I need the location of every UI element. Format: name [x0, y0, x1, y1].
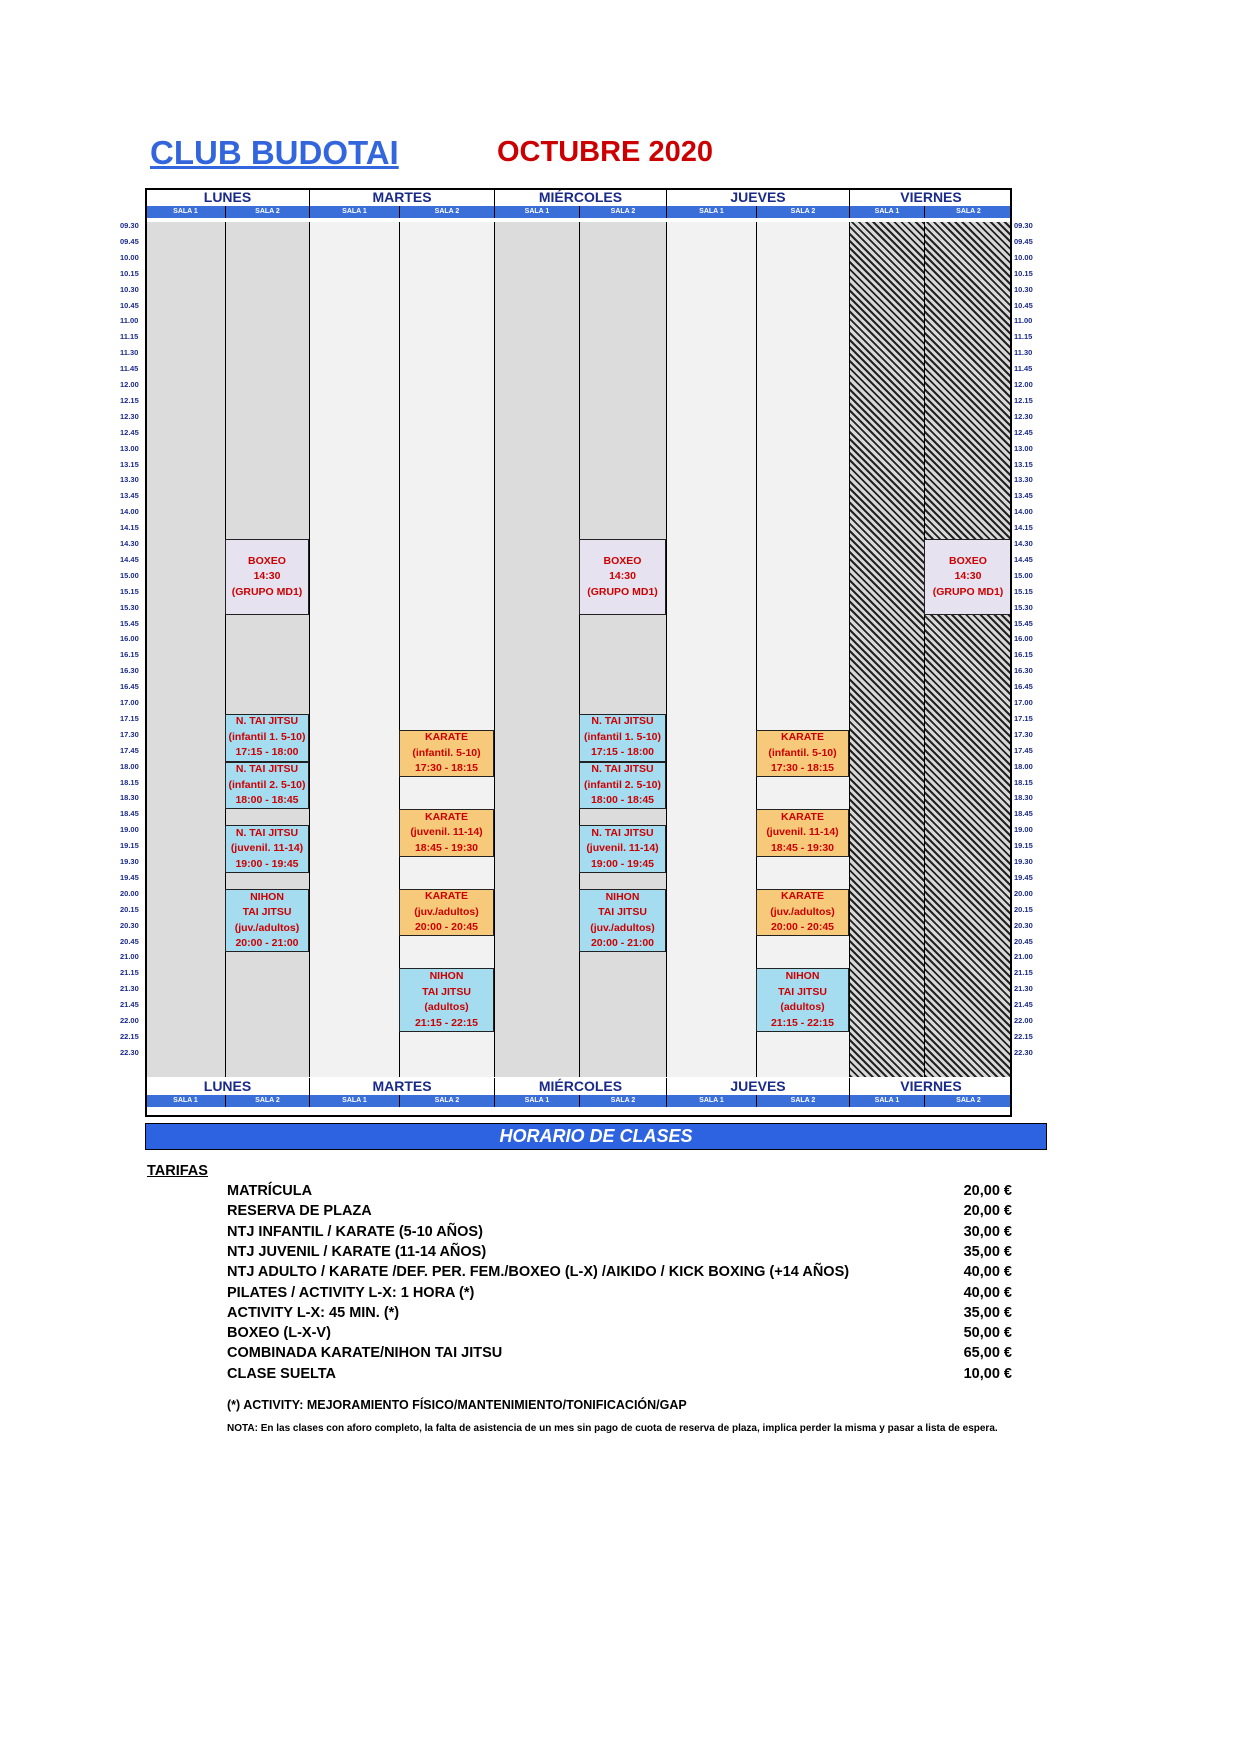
time-label-right: 18.00: [1014, 761, 1033, 771]
sala-header-row-top: [145, 206, 1012, 218]
fee-label: NTJ JUVENIL / KARATE (11-14 AÑOS): [227, 1243, 487, 1260]
time-label-right: 13.00: [1014, 443, 1033, 453]
class-line: (adultos): [780, 1001, 825, 1014]
kar-class-block: [756, 809, 849, 857]
time-label-right: 14.45: [1014, 554, 1033, 564]
fee-label: BOXEO (L-X-V): [227, 1325, 331, 1342]
time-label-left: 11.00: [120, 316, 139, 326]
day-header-4: VIERNES: [849, 189, 1012, 206]
time-label-left: 13.15: [120, 459, 139, 469]
sala-2-label: SALA 2: [756, 206, 849, 218]
class-line: 21:15 - 22:15: [770, 1016, 835, 1029]
time-label-right: 12.30: [1014, 411, 1033, 421]
kar-class-block: [399, 730, 494, 778]
time-label-right: 16.45: [1014, 682, 1033, 692]
time-label-right: 14.15: [1014, 523, 1033, 533]
time-label-left: 15.00: [120, 570, 139, 580]
time-label-right: 14.00: [1014, 507, 1033, 517]
sala-1-label: SALA 1: [666, 1095, 756, 1107]
fee-price: 30,00 €: [963, 1223, 1012, 1240]
time-label-right: 10.15: [1014, 268, 1033, 278]
time-label-right: 21.30: [1014, 984, 1033, 994]
day-1-sala-2-column: [399, 222, 494, 1077]
time-label-left: 18.00: [120, 761, 139, 771]
fee-row: [227, 1203, 1012, 1223]
time-label-left: 14.15: [120, 523, 139, 533]
class-line: (juv./adultos): [590, 921, 655, 934]
class-line: BOXEO: [603, 554, 642, 567]
sala-1-label: SALA 1: [666, 206, 756, 218]
fee-label: ACTIVITY L-X: 45 MIN. (*): [227, 1304, 400, 1321]
time-label-right: 22.30: [1014, 1047, 1033, 1057]
time-label-right: 10.00: [1014, 252, 1033, 262]
time-label-left: 20.00: [120, 888, 139, 898]
ntj-class-block: [579, 762, 666, 810]
ntj-class-block: [579, 825, 666, 873]
class-line: 18:45 - 19:30: [414, 841, 479, 854]
sala-1-label: SALA 1: [494, 1095, 579, 1107]
fee-label: NTJ INFANTIL / KARATE (5-10 AÑOS): [227, 1223, 483, 1240]
class-line: 18:45 - 19:30: [770, 841, 835, 854]
class-line: TAI JITSU: [598, 906, 647, 919]
time-label-left: 09.45: [120, 236, 139, 246]
fee-price: 20,00 €: [963, 1203, 1012, 1220]
sala-2-label: SALA 2: [399, 206, 494, 218]
day-3-sala-1-column: [666, 222, 756, 1077]
time-label-left: 21.45: [120, 1000, 139, 1010]
time-label-left: 21.00: [120, 952, 139, 962]
time-label-left: 21.30: [120, 984, 139, 994]
fee-row: [227, 1325, 1012, 1345]
day-1-sala-1-column: [309, 222, 399, 1077]
time-label-left: 16.30: [120, 666, 139, 676]
class-line: 20:00 - 21:00: [235, 937, 299, 950]
fee-price: 40,00 €: [963, 1284, 1012, 1301]
time-label-left: 10.30: [120, 284, 139, 294]
class-line: 17:30 - 18:15: [414, 762, 479, 775]
class-line: (infantil 2. 5-10): [228, 778, 306, 791]
sala-1-label: SALA 1: [849, 206, 924, 218]
schedule-title-bar: HORARIO DE CLASES: [145, 1123, 1047, 1150]
sala-2-label: SALA 2: [579, 1095, 666, 1107]
time-label-right: 20.45: [1014, 936, 1033, 946]
fee-price: 35,00 €: [963, 1304, 1012, 1321]
time-label-left: 14.45: [120, 554, 139, 564]
class-line: 20:00 - 20:45: [770, 921, 835, 934]
class-line: KARATE: [781, 731, 824, 744]
sala-1-label: SALA 1: [145, 206, 225, 218]
time-label-left: 14.30: [120, 539, 139, 548]
class-line: (juvenil. 11-14): [230, 842, 304, 855]
time-label-left: 17.15: [120, 713, 139, 723]
time-label-left: 11.45: [120, 364, 139, 374]
time-label-right: 15.30: [1014, 602, 1033, 612]
sala-header-row-bottom: [145, 1095, 1012, 1107]
day-header-3: JUEVES: [666, 1078, 849, 1095]
kar-class-block: [399, 889, 494, 937]
day-header-3: JUEVES: [666, 189, 849, 206]
class-line: (infantil. 5-10): [412, 746, 481, 759]
fee-row: [227, 1285, 1012, 1305]
time-label-left: 16.00: [120, 634, 139, 644]
time-label-left: 20.45: [120, 936, 139, 946]
time-label-right: 12.00: [1014, 380, 1033, 389]
time-label-right: 10.30: [1014, 284, 1033, 294]
class-line: (juvenil. 11-14): [410, 826, 483, 839]
time-label-left: 22.00: [120, 1016, 139, 1025]
day-header-4: VIERNES: [849, 1078, 1012, 1095]
time-label-left: 10.00: [120, 252, 139, 262]
tarifas-title: TARIFAS: [147, 1163, 208, 1179]
class-line: (juv./adultos): [234, 921, 300, 934]
time-label-right: 21.15: [1014, 968, 1033, 978]
time-label-right: 11.45: [1014, 364, 1033, 374]
class-line: 17:30 - 18:15: [770, 762, 835, 775]
class-line: TAI JITSU: [242, 906, 292, 919]
class-line: N. TAI JITSU: [235, 763, 299, 776]
ntj-class-block: [756, 968, 849, 1032]
fee-price: 35,00 €: [963, 1243, 1012, 1260]
time-label-right: 13.30: [1014, 475, 1033, 485]
time-label-left: 18.45: [120, 809, 139, 819]
class-line: BOXEO: [949, 554, 987, 567]
sala-2-label: SALA 2: [225, 1095, 309, 1107]
fee-label: RESERVA DE PLAZA: [227, 1203, 372, 1220]
class-line: (infantil 2. 5-10): [583, 778, 661, 791]
time-label-right: 17.45: [1014, 745, 1033, 755]
day-header-0: LUNES: [145, 189, 309, 206]
class-line: KARATE: [781, 810, 824, 823]
class-line: BOXEO: [248, 554, 286, 567]
class-line: NIHON: [429, 970, 464, 983]
time-label-left: 13.45: [120, 491, 139, 501]
class-line: KARATE: [425, 810, 468, 823]
time-label-left: 19.30: [120, 857, 139, 866]
time-label-left: 16.45: [120, 682, 139, 692]
class-line: 20:00 - 20:45: [414, 921, 479, 934]
time-label-right: 19.15: [1014, 841, 1033, 851]
sala-1-label: SALA 1: [494, 206, 579, 218]
class-line: KARATE: [425, 731, 468, 744]
time-label-right: 19.45: [1014, 872, 1033, 882]
class-line: 19:00 - 19:45: [590, 857, 655, 870]
class-line: N. TAI JITSU: [591, 763, 654, 776]
class-line: TAI JITSU: [422, 985, 471, 998]
time-label-right: 11.00: [1014, 316, 1033, 326]
time-label-right: 19.30: [1014, 857, 1033, 866]
class-line: (infantil. 5-10): [768, 746, 837, 759]
fee-row: [227, 1224, 1012, 1244]
class-line: 14:30: [253, 570, 281, 583]
time-label-left: 19.15: [120, 841, 139, 851]
kar-class-block: [756, 889, 849, 937]
time-label-left: 11.15: [120, 332, 139, 342]
fee-row: [227, 1345, 1012, 1365]
fee-label: CLASE SUELTA: [227, 1365, 337, 1382]
time-label-left: 19.00: [120, 825, 139, 835]
class-line: NIHON: [785, 970, 820, 983]
class-line: (GRUPO MD1): [932, 585, 1004, 598]
time-label-right: 15.00: [1014, 570, 1033, 580]
time-label-left: 17.30: [120, 729, 139, 739]
class-line: NIHON: [605, 890, 640, 903]
fee-row: [227, 1264, 1012, 1284]
class-line: 21:15 - 22:15: [414, 1016, 479, 1029]
time-label-left: 22.30: [120, 1047, 139, 1057]
time-label-right: 11.30: [1014, 348, 1033, 358]
sala-1-label: SALA 1: [849, 1095, 924, 1107]
kar-class-block: [399, 809, 494, 857]
day-header-1: MARTES: [309, 189, 494, 206]
day-header-row-top: [145, 189, 1012, 206]
fee-row: [227, 1244, 1012, 1264]
day-header-0: LUNES: [145, 1078, 309, 1095]
class-line: (juvenil. 11-14): [766, 826, 839, 839]
day-4-sala-1-column: [849, 222, 924, 1077]
club-title: CLUB BUDOTAI: [150, 134, 399, 171]
sala-1-label: SALA 1: [145, 1095, 225, 1107]
class-line: 14:30: [954, 570, 982, 583]
time-label-right: 16.30: [1014, 666, 1033, 676]
time-label-right: 21.00: [1014, 952, 1033, 962]
time-label-right: 20.15: [1014, 904, 1033, 914]
time-label-right: 15.15: [1014, 586, 1033, 596]
ntj-class-block: [225, 825, 309, 873]
day-0-sala-1-column: [145, 222, 225, 1077]
time-label-left: 13.00: [120, 443, 139, 453]
class-line: 19:00 - 19:45: [235, 857, 299, 870]
ntj-class-block: [579, 889, 666, 953]
boxeo-class-block: [225, 539, 309, 615]
class-line: (juvenil. 11-14): [586, 842, 659, 855]
time-label-right: 18.15: [1014, 777, 1033, 787]
fee-label: PILATES / ACTIVITY L-X: 1 HORA (*): [227, 1284, 475, 1301]
class-line: N. TAI JITSU: [235, 826, 299, 839]
time-label-right: 09.45: [1014, 236, 1033, 246]
ntj-class-block: [399, 968, 494, 1032]
class-line: 18:00 - 18:45: [590, 794, 655, 807]
fee-price: 10,00 €: [963, 1365, 1012, 1382]
class-line: 17:15 - 18:00: [235, 746, 299, 759]
class-line: 18:00 - 18:45: [235, 794, 299, 807]
ntj-class-block: [225, 762, 309, 810]
time-label-right: 10.45: [1014, 300, 1033, 310]
class-line: 20:00 - 21:00: [590, 937, 655, 950]
day-3-sala-2-column: [756, 222, 849, 1077]
fee-row: [227, 1366, 1012, 1386]
time-label-right: 18.45: [1014, 809, 1033, 819]
boxeo-class-block: [924, 539, 1012, 615]
time-label-right: 17.30: [1014, 729, 1033, 739]
class-line: N. TAI JITSU: [235, 715, 299, 728]
sala-2-label: SALA 2: [924, 206, 1012, 218]
class-line: N. TAI JITSU: [591, 715, 654, 728]
time-label-left: 11.30: [120, 348, 139, 358]
time-label-left: 18.15: [120, 777, 139, 787]
time-label-left: 12.00: [120, 380, 139, 389]
time-label-right: 11.15: [1014, 332, 1033, 342]
time-label-left: 20.30: [120, 920, 139, 930]
nota: NOTA: En las clases con aforo completo, la falta de asistencia de un mes sin pago de cuota de reserva de plaza, implica perder la misma y pasar a lista de espera.: [227, 1423, 998, 1434]
time-label-right: 22.15: [1014, 1031, 1033, 1041]
time-label-left: 13.30: [120, 475, 139, 485]
day-header-2: MIÉRCOLES: [494, 189, 666, 206]
sala-2-label: SALA 2: [579, 206, 666, 218]
time-label-left: 17.00: [120, 698, 139, 707]
sala-2-label: SALA 2: [225, 206, 309, 218]
time-label-right: 16.00: [1014, 634, 1033, 644]
time-label-left: 22.15: [120, 1031, 139, 1041]
time-label-left: 21.15: [120, 968, 139, 978]
class-line: (GRUPO MD1): [231, 585, 303, 598]
time-label-right: 17.00: [1014, 698, 1033, 707]
sala-2-label: SALA 2: [399, 1095, 494, 1107]
sala-1-label: SALA 1: [309, 1095, 399, 1107]
time-label-right: 12.15: [1014, 395, 1033, 405]
kar-class-block: [756, 730, 849, 778]
time-label-left: 12.30: [120, 411, 139, 421]
time-label-left: 19.45: [120, 872, 139, 882]
class-line: (adultos): [424, 1001, 469, 1014]
time-label-left: 17.45: [120, 745, 139, 755]
class-line: KARATE: [425, 890, 468, 903]
time-label-right: 20.00: [1014, 888, 1033, 898]
class-line: N. TAI JITSU: [591, 826, 654, 839]
day-header-2: MIÉRCOLES: [494, 1078, 666, 1095]
time-label-right: 16.15: [1014, 650, 1033, 660]
class-line: (infantil 1. 5-10): [583, 730, 661, 743]
time-label-left: 18.30: [120, 793, 139, 803]
time-label-right: 17.15: [1014, 713, 1033, 723]
class-line: (juv./adultos): [414, 905, 479, 918]
fee-label: MATRÍCULA: [227, 1183, 313, 1199]
time-label-left: 12.15: [120, 395, 139, 405]
class-line: (juv./adultos): [770, 905, 835, 918]
time-label-right: 18.30: [1014, 793, 1033, 803]
time-label-right: 20.30: [1014, 920, 1033, 930]
fee-label: COMBINADA KARATE/NIHON TAI JITSU: [227, 1345, 503, 1362]
fee-price: 65,00 €: [963, 1345, 1012, 1362]
time-label-right: 13.45: [1014, 491, 1033, 501]
day-header-row-bottom: [145, 1078, 1012, 1095]
time-label-left: 20.15: [120, 904, 139, 914]
day-4-sala-2-column: [924, 222, 1012, 1077]
time-label-right: 22.00: [1014, 1016, 1033, 1025]
class-line: TAI JITSU: [778, 985, 827, 998]
time-label-left: 15.45: [120, 618, 139, 628]
time-label-left: 10.15: [120, 268, 139, 278]
time-label-left: 15.30: [120, 602, 139, 612]
time-label-right: 21.45: [1014, 1000, 1033, 1010]
day-header-1: MARTES: [309, 1078, 494, 1095]
time-label-right: 13.15: [1014, 459, 1033, 469]
month-title: OCTUBRE 2020: [497, 136, 713, 168]
day-2-sala-1-column: [494, 222, 579, 1077]
time-label-right: 14.30: [1014, 539, 1033, 548]
class-line: (infantil 1. 5-10): [228, 730, 306, 743]
ntj-class-block: [579, 714, 666, 762]
sala-1-label: SALA 1: [309, 206, 399, 218]
fee-price: 40,00 €: [963, 1264, 1012, 1281]
class-line: 14:30: [609, 570, 636, 583]
ntj-class-block: [225, 714, 309, 762]
fee-row: [227, 1183, 1012, 1203]
class-line: 17:15 - 18:00: [590, 746, 655, 759]
time-label-right: 19.00: [1014, 825, 1033, 835]
time-label-right: 15.45: [1014, 618, 1033, 628]
class-line: NIHON: [250, 890, 284, 903]
time-label-left: 12.45: [120, 427, 139, 437]
time-label-left: 10.45: [120, 300, 139, 310]
ntj-class-block: [225, 889, 309, 953]
time-label-left: 15.15: [120, 586, 139, 596]
sala-2-label: SALA 2: [924, 1095, 1012, 1107]
fee-row: [227, 1305, 1012, 1325]
time-label-left: 14.00: [120, 507, 139, 517]
time-label-left: 16.15: [120, 650, 139, 660]
boxeo-class-block: [579, 539, 666, 615]
fee-price: 50,00 €: [963, 1325, 1012, 1342]
time-label-left: 09.30: [120, 221, 139, 230]
footnote: (*) ACTIVITY: MEJORAMIENTO FÍSICO/MANTENIMIENTO/TONIFICACIÓN/GAP: [227, 1398, 687, 1412]
fee-label: NTJ ADULTO / KARATE /DEF. PER. FEM./BOXEO (L-X) /AIKIDO / KICK BOXING (+14 AÑOS): [227, 1264, 850, 1281]
time-label-right: 09.30: [1014, 221, 1033, 230]
class-line: KARATE: [781, 890, 824, 903]
fee-price: 20,00 €: [963, 1183, 1012, 1199]
class-line: (GRUPO MD1): [587, 585, 658, 598]
sala-2-label: SALA 2: [756, 1095, 849, 1107]
time-label-right: 12.45: [1014, 427, 1033, 437]
